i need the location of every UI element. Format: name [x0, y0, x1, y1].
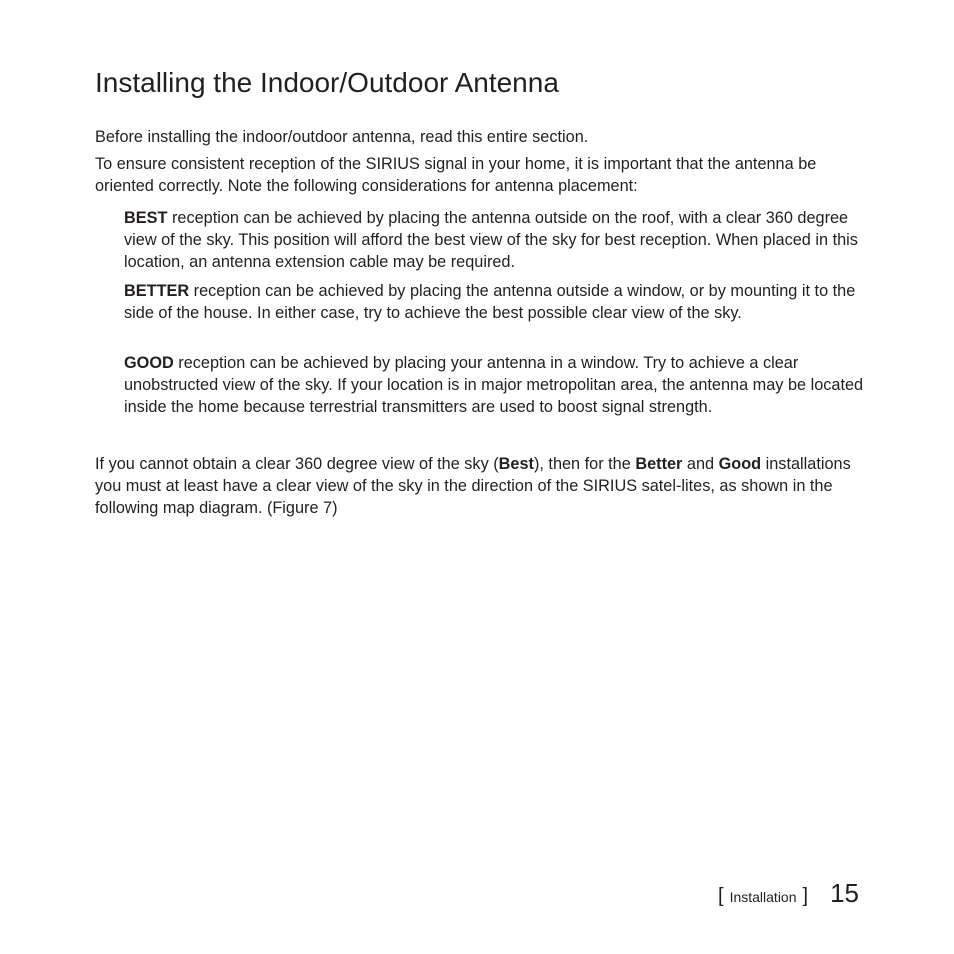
better-text: reception can be achieved by placing the antenna outside a window, or by mounting it to the side of the house. In either case, try to achieve the best possible clear view of the sky.: [124, 282, 856, 322]
page-number: 15: [830, 878, 859, 908]
closing-better: Better: [635, 455, 683, 473]
page-footer: [718, 878, 859, 911]
best-label: BEST: [124, 209, 168, 227]
closing-part1: If you cannot obtain a clear 360 degree view of the sky (: [95, 455, 499, 473]
footer-open-bracket: [: [718, 885, 724, 907]
best-text: reception can be achieved by placing the antenna outside on the roof, with a clear 360 degree view of the sky. This position will afford the best view of the sky for best reception. When placed in this location, an antenna extension cable may be required.: [124, 209, 858, 271]
footer-section-label: Installation: [729, 889, 797, 905]
closing-part3: and: [682, 455, 719, 473]
good-paragraph: [124, 352, 864, 418]
page-title: Installing the Indoor/Outdoor Antenna: [95, 67, 559, 98]
good-text: reception can be achieved by placing your antenna in a window. Try to achieve a clear unobstructed view of the sky. If your location is in major metropolitan area, the antenna may be located inside the home because terrestrial transmitters are used to boost signal strength.: [124, 354, 864, 416]
closing-best: Best: [498, 455, 534, 473]
closing-part4: installations you must at least have a clear view of the sky in the direction of the SIRIUS satel-lites, as shown in the following map diagram. (Figure 7): [95, 455, 851, 517]
best-paragraph: [124, 207, 864, 273]
better-label: BETTER: [124, 282, 190, 300]
footer-close-bracket: ]: [802, 885, 809, 907]
intro-paragraph: Before installing the indoor/outdoor antenna, read this entire section.: [95, 128, 589, 146]
closing-good: Good: [718, 455, 762, 473]
closing-paragraph: [95, 453, 865, 519]
closing-part2: ), then for the: [533, 455, 636, 473]
better-paragraph: [124, 280, 864, 324]
ensure-paragraph: To ensure consistent reception of the SIRIUS signal in your home, it is important that the antenna be oriented correctly. Note the following considerations for antenna placement:: [95, 155, 817, 195]
good-label: GOOD: [124, 354, 174, 372]
